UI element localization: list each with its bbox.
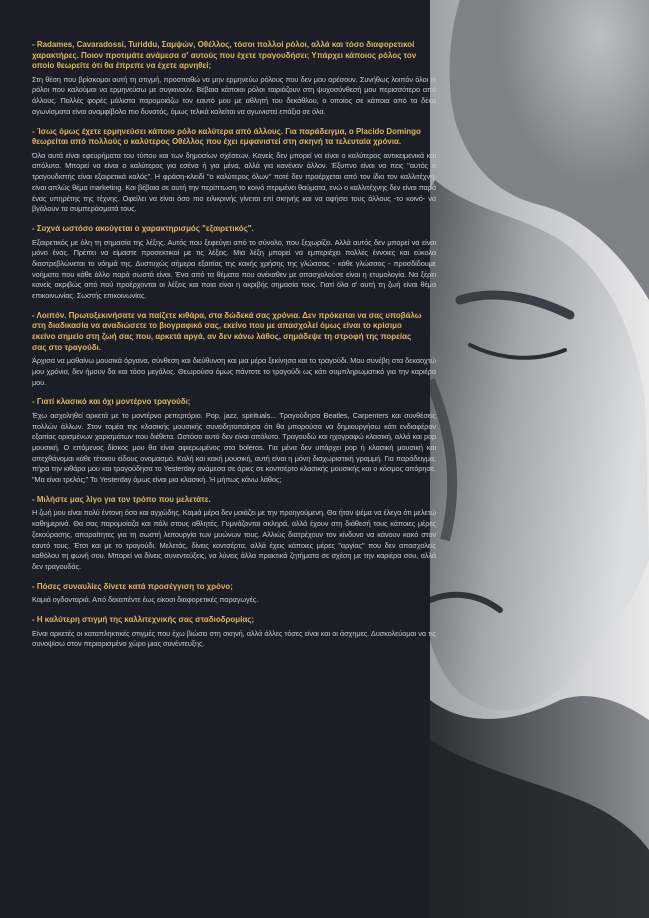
question: - Μιλήστε μας λίγο για τον τρόπο που μελετάτε. xyxy=(32,494,211,504)
question: - Λοιπόν. Πρωτοξεκινήσατε να παίζετε κιθάρα, στα δώδεκά σας χρόνια. Δεν πρόκειται να σας υποβάλω στη διαδικασία να αναδιώσετε το βιογραφικό σας, εκείνο που με απασχολεί όμως είναι το κρίσιμο εκείνο σημείο στη ζωή σας που, αρκετά αργά, αν δεν κάνω λάθος, σημάδεψε τη στροφή της πορείας σας στο τραγούδι. xyxy=(32,310,422,352)
answer: Όλα αυτά είναι εφευρήματα του τύπου και των δημοσίων σχέσεων. Κανείς δεν μπορεί να είναι ο καλύτερος αντικειμενικά και απόλυτα. Μπορεί να είναι ο καλύτερος για εσένα ή για μένα, αλλά για κανέναν άλλον. Έξυπνο είναι να πεις "αυτός ο τραγουδιστής είναι εξαιρετικά καλός". Η φράση-κλειδί "ο καλύτερος όλων" ποτέ δεν προέρχεται από τον ίδιο τον καλλιτέχνη, είναι απλώς θέμα marketing. Και βέβαια σε αυτή την περίπτωση το κοινό περιμένει θαύματα, ενώ ο καλλιτέχνης δεν είναι παρά ένας υπηρέτης της τέχνης. Οφείλει να είναι όσο πιο ειλικρινής γίνεται επί σκηνής και να αφήσει τους άλλους -το κοινό- να βγάλουν τα συμπεράσματά τους. xyxy=(32,150,436,214)
qa-block xyxy=(32,495,436,573)
question: - Η καλύτερη στιγμή της καλλιτεχνικής σας σταδιοδρομίας; xyxy=(32,614,254,624)
qa-block xyxy=(32,582,436,606)
answer: Είναι αρκετές οι καταπληκτικές στιγμές που έχω βιώσει στη σκηνή, αλλά άλλες τόσες είναι και οι άσχημες. Δυσκολεύομαι να τις συνοψίσω στον περιορισμένο χώρο μιας συνέντευξης. xyxy=(32,628,436,649)
qa-block xyxy=(32,40,436,118)
answer: Άρχισα να μαθαίνω μουσικά όργανα, σύνθεση και διεύθυνση και μια μέρα ξεκίνησα και το τραγούδι. Μου συνέβη στα δεκαοχτώ μου χρόνια, δεν ήμουν δα και τόσο μεγάλος. Θεωρούσα όμως πάντοτε το τραγούδι ως κάτι συμπληρωματικό για την καριέρα μου. xyxy=(32,356,436,387)
answer: Έχω ασχοληθεί αρκετά με το μοντέρνο ρεπερτόριο. Pop, jazz, spirituals... Τραγούδησα Beatles, Carpenters και συνθέσεις πολλών άλλων. Στον τομέα της κλασικής μουσικής συνειδητοποίησα ότι θα μπορούσα να δημιουργήσω κάτι ενδιαφέρον εξαιτίας ορισμένων χαρισμάτων που διέθετα. Ωστόσο αυτό δεν είναι απόλυτο. Τραγουδώ και ηχογραφώ κλασική, αλλά και pop μουσική. Ο επόμενος δίσκος μου θα είναι αφιερωμένος στα boleros. Για μένα δεν υπάρχει pop ή κλασική μουσική και απεχθάνομαι κάθε τέτοιου είδους ονομασμό. Καλή και κακή μουσική, αυτή είναι η μόνη διαχωριστική γραμμή. Για παράδειγμα, πήρα την κιθάρα μου και τραγούδησα το Yesterday ανάμεσα σε άριες σε κοντσέρτο κλασικής μουσικής και ο κόσμος απόρησε. "Μα είναι τρελός;" Το Yesterday όμως είναι μια κλασική. Ή μήπως κάνω λάθος; xyxy=(32,410,436,485)
portrait-photo xyxy=(430,0,649,918)
answer: Στη θέση που βρίσκομαι αυτή τη στιγμή, προσπαθώ να μην ερμηνεύω ρόλους που δεν μου αρέσουν. Συνήθως λοιπόν όλοι οι ρόλοι που καλούμαι να ερμηνεύσω με συγκινούν. Βέβαια κάποιοι ρόλοι ταιριάζουν στη ψυχοσύνθεσή μου περισσότερο από άλλους. Πολλές φορές μάλιστα παρομοιάζω τον εαυτό μου με αθλητή του δεκάθλου, ο οποίος σε κάποια από τα δέκα αγωνίσματα είναι αναμφίβολα πιο δυνατός, όμως τελικά καλείται να αγωνιστεί επάξια σε όλα. xyxy=(32,74,436,116)
question: - Ίσως όμως έχετε ερμηνεύσει κάποιο ρόλο καλύτερα από άλλους. Για παράδειγμα, ο Placido Domingo θεωρείται από πολλούς ο καλύτερος Οθέλλος που έχει εμφανιστεί στη σκηνή τα τελευταία χρόνια. xyxy=(32,126,421,147)
question: - Συχνά ωστόσο ακούγεται ο χαρακτηρισμός "εξαιρετικός". xyxy=(32,224,254,233)
answer: Εξαιρετικός με όλη τη σημασία της λέξης. Αυτός που ξεφεύγει από το σύνολο, που ξεχωρίζει. Αλλά αυτός δεν μπορεί να είναι μόνο ένας. Πρέπει να είμαστε προσεκτικοί με τις λέξεις. Μια λέξη μπορεί να εμπεριέχει πολλές έννοιες και εύκολα διαστρεβλώνεται το νόημά της. Δυστυχώς σήμερα εξαιτίας της κακής χρήσης της γλώσσας - κάθε γλώσσας - προσδίδουμε νοήματα που κάθε άλλο παρά σωστά είναι. Ένα από τα θέματα που ανέκαθεν με απασχολούσε είναι η ετυμολογία. Να ξέρει κανείς ακριβώς από πού προέρχονται οι λέξεις και ποια είναι η ακριβής σημασία τους. Γιατί όλα σ' αυτή τη ζωή είναι θέμα επικοινωνίας. Σωστής επικοινωνίας. xyxy=(32,237,436,301)
question: - Γιατί κλασικό και όχι μοντέρνο τραγούδι; xyxy=(32,397,191,407)
question: - Πόσες συναυλίες δίνετε κατά προσέγγιση το χρόνο; xyxy=(32,581,233,591)
qa-block xyxy=(32,311,436,388)
qa-block xyxy=(32,127,436,215)
qa-block xyxy=(32,224,436,302)
interview-text-column xyxy=(32,40,436,659)
question: - Radames, Cavaradossi, Turiddu, Σαμψών, Οθέλλος, τόσοι πολλοί ρόλοι, αλλά και τόσο διαφορετικοί χαρακτήρες. Ποιον προτιμάτε ανάμεσα σ' αυτούς που έχετε τραγουδήσει; Υπάρχει κάποιος ρόλος τον οποίο θεωρείτε ότι θα έπρεπε να έχετε αρνηθεί; xyxy=(32,40,417,71)
qa-block xyxy=(32,397,436,486)
qa-block xyxy=(32,615,436,650)
answer: Καμιά ογδονταριά. Από δεκαπέντε έως είκοσι διαφορετικές παραγωγές. xyxy=(32,595,259,605)
answer: Η ζωή μου είναι πολύ έντονη όσο και αγχώδης. Καμιά μέρα δεν μοιάζει με την προηγούμενη. Θα ήταν ψέμα να έλεγα ότι μελετώ καθημερινά. Θα σας παρομοίαζα και πάλι στους αθλητές. Γυμνάζονται σκληρά, αλλά έχουν στη διάθεσή τους κάποιες μέρες ξεκούρασης, απαραίτητες για τη σωστή λειτουργία των μυώνων τους. Αλλιώς διατρέχουν τον κίνδυνο να κάνουν κακό στον εαυτό τους. Έτσι και με το τραγούδι. Μελετάς, δίνεις κοντσέρτα, αλλά έχεις κάποιες μέρες "αργίας" που δεν απασχολείς καθόλου τη φωνή σου. Μπορεί να δίνεις συνεντεύξεις, να λύνεις άλλα πρακτικά ζητήματα σε σχέση με την καριέρα σου, αλλά δεν τραγουδάς. xyxy=(32,508,436,571)
